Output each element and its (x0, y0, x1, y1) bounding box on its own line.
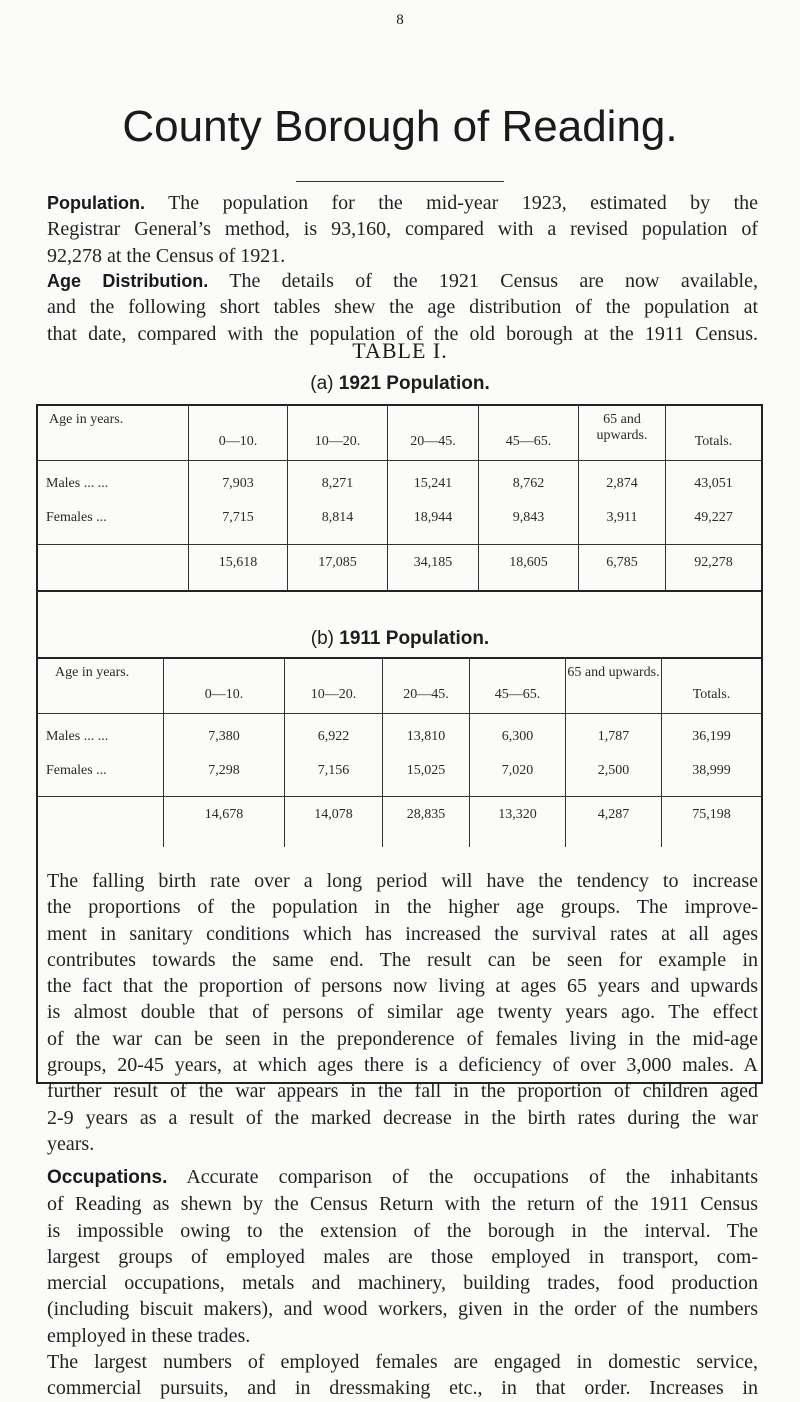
text-line: of Reading as shewn by the Census Return with the return of the 1911 Census (47, 1193, 758, 1216)
age-distribution-line-1: The details of the 1921 Census are now available, (229, 270, 758, 292)
text-line: commercial pursuits, and in dressmaking etc., in that order. Increases in (47, 1377, 758, 1400)
age-distribution-line-2: and the following short tables shew the age distribution of the population at (47, 296, 758, 319)
table-b-row-label: Females ... (46, 763, 107, 778)
text-line: is almost double that of persons of similar age twenty years ago. The effect (47, 1001, 758, 1024)
text-line: employed in these trades. (47, 1324, 251, 1347)
table-a-cell: 2,874 (606, 476, 638, 491)
table-a-row-label: Males ... ... (46, 476, 109, 491)
table-b-cell: 6,300 (501, 729, 534, 744)
table-box-right (761, 404, 763, 1084)
table-b-header: 20—45. (403, 687, 449, 702)
table-b-total: 14,078 (314, 807, 353, 822)
table-a-cell: 7,715 (222, 510, 254, 525)
table-b-header-age: Age in years. (55, 665, 130, 680)
table-a-cell: 43,051 (694, 476, 733, 491)
text-line: Accurate comparison of the occupations of the inhabitants (186, 1166, 758, 1188)
table-a-header: 45—65. (505, 434, 552, 449)
table-b-top-rule (37, 657, 761, 659)
table-a-header: 0—10. (218, 434, 258, 449)
table-a-cell: 3,911 (606, 510, 638, 525)
table-a-cell: 9,843 (512, 510, 545, 525)
table-a-row-label: Females ... (46, 510, 107, 525)
table-b-caption (0, 628, 800, 650)
falling-birth-rate-paragraph (47, 868, 758, 1157)
table-b-row-label: Males ... ... (46, 729, 109, 744)
text-line: the proportions of the population in the higher age groups. The improve- (47, 896, 758, 919)
table-b-cell: 2,500 (597, 763, 630, 778)
table-a-header: 20—45. (410, 434, 456, 449)
population-paragraph (47, 190, 758, 269)
table-a-total: 34,185 (413, 555, 453, 570)
text-line: (including biscuit makers), and wood workers, given in the order of the numbers (47, 1298, 758, 1321)
table-a-caption-text: 1921 Population. (338, 373, 490, 394)
table-b-caption-prefix: (b) (310, 628, 334, 649)
text-line: 2-9 years as a result of the marked decrease in the birth rates during the war (47, 1106, 758, 1129)
text-line: contributes towards the same end. The result can be seen for example in (47, 948, 758, 971)
table-b-cell: 1,787 (597, 729, 630, 744)
table-a-cell: 18,944 (413, 510, 453, 525)
table-a-bottom-rule (37, 590, 761, 592)
table-b-cell: 7,380 (208, 729, 240, 744)
table-a-total: 15,618 (218, 555, 258, 570)
text-line: of the war can be seen in the preponderence of females living in the mid-age (47, 1027, 758, 1050)
text-line: ment in sanitary conditions which has increased the survival rates at all ages (47, 922, 758, 945)
page-number: 8 (396, 12, 404, 28)
table-b-total: 28,835 (406, 807, 446, 822)
occupations-heading: Occupations. (47, 1167, 168, 1188)
table-b-total: 4,287 (597, 807, 630, 822)
table-a-cell: 49,227 (694, 510, 733, 525)
table-b-header-rule (37, 713, 761, 714)
population-line-2: Registrar General’s method, is 93,160, compared with a revised population of (47, 218, 758, 241)
table-b-cell: 7,298 (208, 763, 240, 778)
population-line-1: The population for the mid-year 1923, estimated by the (168, 192, 759, 214)
title-underline (296, 181, 504, 182)
text-line: The largest numbers of employed females are engaged in domestic service, (47, 1351, 758, 1374)
table-a-total-rule (37, 544, 761, 545)
age-distribution-heading: Age Distribution. (47, 271, 209, 291)
text-line: further result of the war appears in the fall in the proportion of children aged (47, 1080, 758, 1103)
table-a-cell: 8,271 (321, 476, 354, 491)
table-b (37, 657, 761, 849)
age-distribution-line-3: that date, compared with the population of the old borough at the 1911 Census. (47, 322, 758, 345)
table-a-cell: 8,762 (512, 476, 545, 491)
table-b-header: 65 and upwards. (567, 665, 660, 680)
page-title: County Borough of Reading. (122, 102, 678, 151)
table-a-header: 10—20. (314, 434, 361, 449)
table-b-header: 45—65. (494, 687, 541, 702)
table-a-total: 6,785 (606, 555, 638, 570)
table-a-header-rule (37, 460, 761, 461)
text-line: largest groups of employed males are those employed in transport, com- (47, 1245, 758, 1268)
table-b-total-rule (37, 796, 761, 797)
table-a-header: Totals. (694, 434, 733, 449)
text-line: groups, 20-45 years, at which ages there is a deficiency of over 3,000 males. A (47, 1054, 758, 1077)
text-line: the fact that the proportion of persons now living at ages 65 years and upwards (47, 975, 758, 998)
table-b-caption-text: 1911 Population. (339, 628, 490, 649)
table-a-caption (0, 373, 800, 395)
table-a-cell: 15,241 (413, 476, 453, 491)
table-a-header: 65 and upwards. (596, 412, 648, 443)
table-b-header: 0—10. (204, 687, 244, 702)
table-a-total: 18,605 (509, 555, 548, 570)
table-a-cell: 7,903 (222, 476, 254, 491)
table-b-cell: 36,199 (692, 729, 731, 744)
table-b-total: 75,198 (692, 807, 731, 822)
table-b-cell: 7,020 (501, 763, 534, 778)
text-line: mercial occupations, metals and machinery, building trades, food production (47, 1272, 758, 1295)
text-line: The falling birth rate over a long period will have the tendency to increase (47, 870, 758, 892)
table-title: TABLE I. (352, 338, 448, 363)
table-b-cell: 15,025 (406, 763, 446, 778)
table-b-total: 13,320 (498, 807, 537, 822)
population-line-3: 92,278 at the Census of 1921. (47, 244, 286, 267)
table-b-header: 10—20. (310, 687, 357, 702)
table-a-total: 17,085 (318, 555, 357, 570)
table-a-cell: 8,814 (321, 510, 354, 525)
population-heading: Population. (47, 193, 145, 213)
text-line: is impossible owing to the extension of the borough in the interval. The (47, 1219, 758, 1242)
table-b-cell: 7,156 (317, 763, 350, 778)
text-line: years. (47, 1132, 95, 1155)
table-a-caption-prefix: (a) (310, 373, 334, 394)
table-b-header: Totals. (692, 687, 731, 702)
table-a-header-age: Age in years. (49, 412, 124, 427)
table-b-cell: 38,999 (692, 763, 731, 778)
table-a-total: 92,278 (694, 555, 733, 570)
table-b-cell: 13,810 (406, 729, 446, 744)
table-b-total: 14,678 (204, 807, 244, 822)
occupations-paragraph (47, 1164, 758, 1402)
age-distribution-paragraph (47, 268, 758, 347)
table-b-cell: 6,922 (317, 729, 350, 744)
